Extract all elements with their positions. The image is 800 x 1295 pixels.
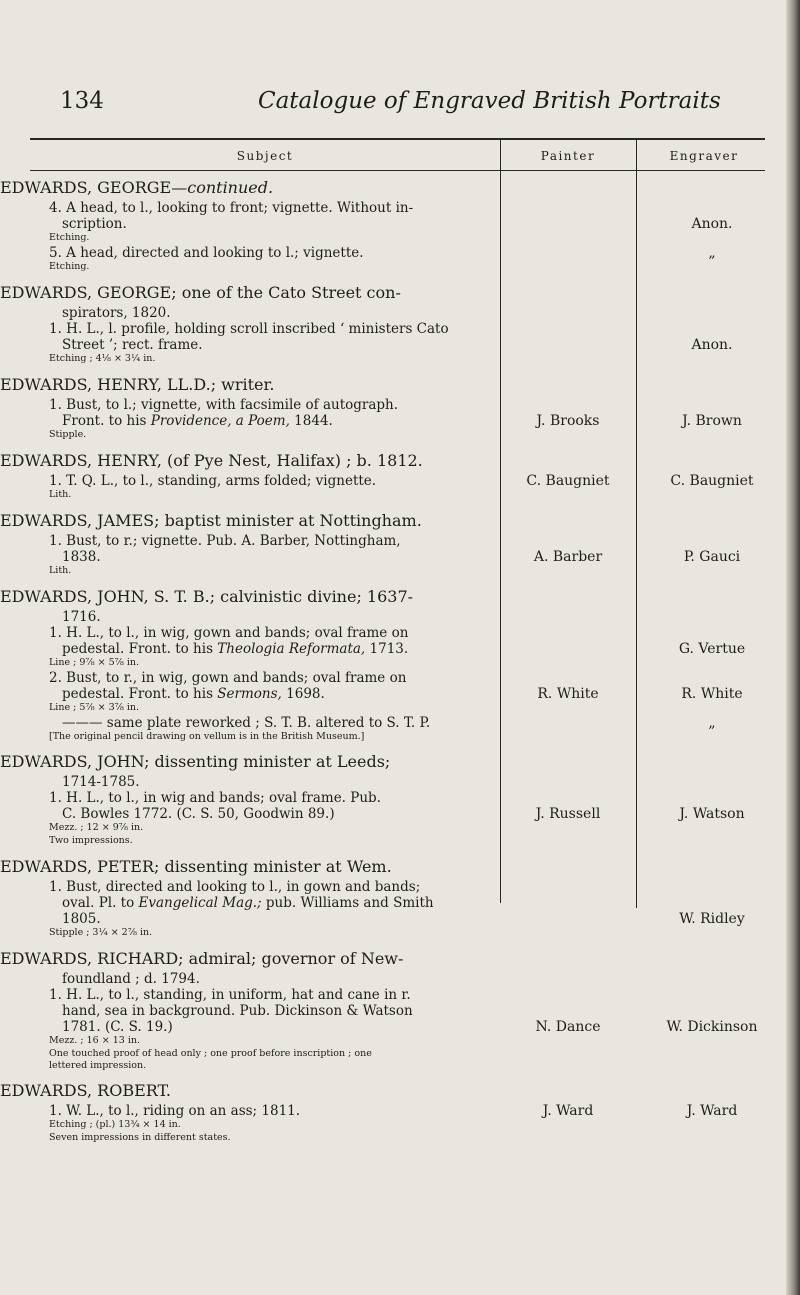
entry-heading <box>0 283 401 302</box>
item-line <box>49 879 420 895</box>
engraver-name: J. Watson <box>679 806 745 822</box>
entry-heading <box>0 857 392 876</box>
italic-title: Evangelical Mag.; <box>138 895 262 911</box>
line-text: Seven impressions in different states. <box>49 1132 231 1143</box>
technique-line <box>49 565 71 576</box>
item-line <box>49 987 411 1003</box>
technique-line <box>49 1132 231 1143</box>
technique-line <box>49 822 143 833</box>
entry-heading <box>0 511 422 530</box>
entry-description: (of Pye Nest, Halifax) ; b. 1812. <box>161 451 423 470</box>
entry-name: EDWARDS, RICHARD <box>0 949 179 968</box>
technique-line <box>49 232 89 243</box>
engraver-name: Anon. <box>691 216 733 232</box>
technique-line <box>49 353 155 364</box>
line-text: 1714-1785. <box>62 774 140 790</box>
entry-description: ; baptist minister at Nottingham. <box>154 511 422 530</box>
entry-heading <box>0 375 275 394</box>
line-text: oval. Pl. to <box>62 895 139 911</box>
page-number: 134 <box>60 88 104 114</box>
item-line <box>62 216 127 232</box>
table-header-rule <box>30 170 765 171</box>
line-text: pedestal. Front. to his <box>62 641 218 657</box>
entry-description: ; dissenting minister at Leeds; <box>144 752 391 771</box>
engraver-name: J. Brown <box>682 413 742 429</box>
line-text: 1. H. L., to l., standing, in uniform, hat and cane in r. <box>49 987 411 1003</box>
engraver-name: „ <box>708 715 716 731</box>
line-text: Front. to his <box>62 413 151 429</box>
item-line <box>49 670 406 686</box>
line-text: 1838. <box>62 549 101 565</box>
technique-line <box>49 835 133 846</box>
technique-line <box>49 429 86 440</box>
item-line <box>62 806 335 822</box>
entry-description: ; writer. <box>210 375 275 394</box>
italic-title: Providence, a Poem, <box>150 413 290 429</box>
engraver-name: W. Ridley <box>679 911 745 927</box>
line-text-after: 1713. <box>365 641 409 657</box>
column-header-subject: Subject <box>236 149 294 163</box>
column-divider-painter <box>500 138 501 903</box>
line-text: lettered impression. <box>49 1060 147 1071</box>
engraver-name: „ <box>708 245 716 261</box>
technique-line <box>49 927 152 938</box>
item-line <box>62 305 171 321</box>
line-text: 5. A head, directed and looking to l.; vignette. <box>49 245 364 261</box>
technique-line <box>49 261 89 272</box>
entry-name: EDWARDS, ROBERT. <box>0 1081 171 1100</box>
technique-line <box>49 702 139 713</box>
item-line <box>62 549 101 565</box>
line-text: foundland ; d. 1794. <box>62 971 200 987</box>
line-text-after: pub. Williams and Smith <box>261 895 434 911</box>
line-text-after: 1844. <box>289 413 333 429</box>
technique-line <box>49 1119 181 1130</box>
entry-name: EDWARDS, GEORGE <box>0 178 172 197</box>
line-text: Two impressions. <box>49 835 133 846</box>
entry-description: ; one of the Cato Street con- <box>171 283 401 302</box>
item-line <box>49 473 376 489</box>
entry-name: EDWARDS, JOHN, S. T. B. <box>0 587 210 606</box>
line-text: Etching ; 4⅛ × 3¼ in. <box>49 353 156 364</box>
painter-name: J. Brooks <box>536 413 600 429</box>
italic-title: Sermons, <box>217 686 282 702</box>
line-text: 1. H. L., l. profile, holding scroll inscribed ‘ ministers Cato <box>49 321 449 337</box>
column-header-painter: Painter <box>540 149 596 163</box>
item-line <box>62 1019 173 1035</box>
line-text: hand, sea in background. Pub. Dickinson & Watson <box>62 1003 413 1019</box>
engraver-name: Anon. <box>691 337 733 353</box>
entry-name: EDWARDS, JOHN <box>0 752 145 771</box>
line-text: 1805. <box>62 911 101 927</box>
line-text: Line ; 9⅞ × 5⅞ in. <box>49 657 140 668</box>
item-line <box>62 715 430 731</box>
entry-name: EDWARDS, HENRY, <box>0 451 162 470</box>
line-text: Line ; 5⅞ × 3⅞ in. <box>49 702 140 713</box>
item-line <box>49 1103 300 1119</box>
item-line <box>49 533 401 549</box>
entry-name: EDWARDS, GEORGE <box>0 283 172 302</box>
entry-name: EDWARDS, HENRY, LL.D. <box>0 375 211 394</box>
line-text: 2. Bust, to r., in wig, gown and bands; oval frame on <box>49 670 407 686</box>
item-line <box>62 413 333 429</box>
line-text: Street ’; rect. frame. <box>62 337 203 353</box>
column-header-engraver: Engraver <box>669 149 739 163</box>
entry-heading <box>0 1081 171 1100</box>
entry-description: —continued. <box>171 178 274 197</box>
item-line <box>49 625 408 641</box>
line-text: Etching. <box>49 261 90 272</box>
painter-name: C. Baugniet <box>526 473 610 489</box>
item-line <box>62 895 434 911</box>
entry-description: ; dissenting minister at Wem. <box>154 857 392 876</box>
engraver-name: G. Vertue <box>678 641 746 657</box>
technique-line <box>49 489 71 500</box>
line-text: Mezz. ; 16 × 13 in. <box>49 1035 140 1046</box>
line-text: 1. H. L., to l., in wig and bands; oval frame. Pub. <box>49 790 381 806</box>
line-text: Etching. <box>49 232 90 243</box>
engraver-name: P. Gauci <box>683 549 741 565</box>
entry-heading <box>0 587 413 606</box>
item-line <box>49 397 398 413</box>
entry-name: EDWARDS, JAMES <box>0 511 155 530</box>
line-text: [The original pencil drawing on vellum is in the British Museum.] <box>49 731 365 742</box>
item-line <box>49 321 449 337</box>
painter-name: R. White <box>537 686 599 702</box>
item-line <box>62 641 408 657</box>
engraver-name: J. Ward <box>686 1103 738 1119</box>
note-line <box>49 1060 146 1071</box>
line-text: 1. Bust, to r.; vignette. Pub. A. Barber, Nottingham, <box>49 533 401 549</box>
line-text: spirators, 1820. <box>62 305 171 321</box>
item-line <box>49 245 364 261</box>
item-line <box>49 200 413 216</box>
engraver-name: C. Baugniet <box>670 473 754 489</box>
item-line <box>62 609 101 625</box>
line-text: scription. <box>62 216 127 232</box>
line-text: Lith. <box>49 489 72 500</box>
item-line <box>62 774 140 790</box>
technique-line <box>49 1035 140 1046</box>
line-text: 1781. (C. S. 19.) <box>62 1019 173 1035</box>
line-text: Etching ; (pl.) 13¾ × 14 in. <box>49 1119 181 1130</box>
item-line <box>49 790 381 806</box>
page-edge-shadow <box>786 0 800 1295</box>
note-line <box>49 731 364 742</box>
table-top-rule <box>30 138 765 140</box>
note-line <box>49 1048 372 1059</box>
painter-name: N. Dance <box>535 1019 601 1035</box>
line-text-after: 1698. <box>281 686 325 702</box>
entry-name: EDWARDS, PETER <box>0 857 154 876</box>
line-text: C. Bowles 1772. (C. S. 50, Goodwin 89.) <box>62 806 335 822</box>
entry-heading <box>0 451 423 470</box>
line-text: 1. H. L., to l., in wig, gown and bands; oval frame on <box>49 625 409 641</box>
engraver-name: R. White <box>681 686 743 702</box>
item-line <box>62 1003 413 1019</box>
painter-name: J. Ward <box>542 1103 594 1119</box>
technique-line <box>49 657 139 668</box>
painter-name: A. Barber <box>533 549 603 565</box>
item-line <box>62 686 325 702</box>
item-line <box>62 911 101 927</box>
line-text: 1. Bust, directed and looking to l., in gown and bands; <box>49 879 421 895</box>
entry-description: ; calvinistic divine; 1637- <box>209 587 414 606</box>
line-text: Mezz. ; 12 × 9⅞ in. <box>49 822 144 833</box>
running-title: Catalogue of Engraved British Portraits <box>258 88 721 114</box>
running-head <box>0 88 785 118</box>
engraver-name: W. Dickinson <box>666 1019 758 1035</box>
line-text: ——— same plate reworked ; S. T. B. altered to S. T. P. <box>62 715 431 731</box>
line-text: 1716. <box>62 609 101 625</box>
line-text: Lith. <box>49 565 72 576</box>
line-text: One touched proof of head only ; one proof before inscription ; one <box>49 1048 372 1059</box>
entry-heading <box>0 178 273 197</box>
entry-heading <box>0 752 390 771</box>
line-text: 1. Bust, to l.; vignette, with facsimile of autograph. <box>49 397 399 413</box>
entry-description: ; admiral; governor of New- <box>178 949 404 968</box>
line-text: Stipple ; 3¼ × 2⅞ in. <box>49 927 153 938</box>
line-text: 1. T. Q. L., to l., standing, arms folded; vignette. <box>49 473 377 489</box>
italic-title: Theologia Reformata, <box>217 641 366 657</box>
line-text: pedestal. Front. to his <box>62 686 218 702</box>
line-text: 4. A head, to l., looking to front; vignette. Without in- <box>49 200 414 216</box>
item-line <box>62 971 200 987</box>
entry-heading <box>0 949 403 968</box>
painter-name: J. Russell <box>535 806 601 822</box>
line-text: 1. W. L., to l., riding on an ass; 1811. <box>49 1103 301 1119</box>
item-line <box>62 337 203 353</box>
line-text: Stipple. <box>49 429 87 440</box>
